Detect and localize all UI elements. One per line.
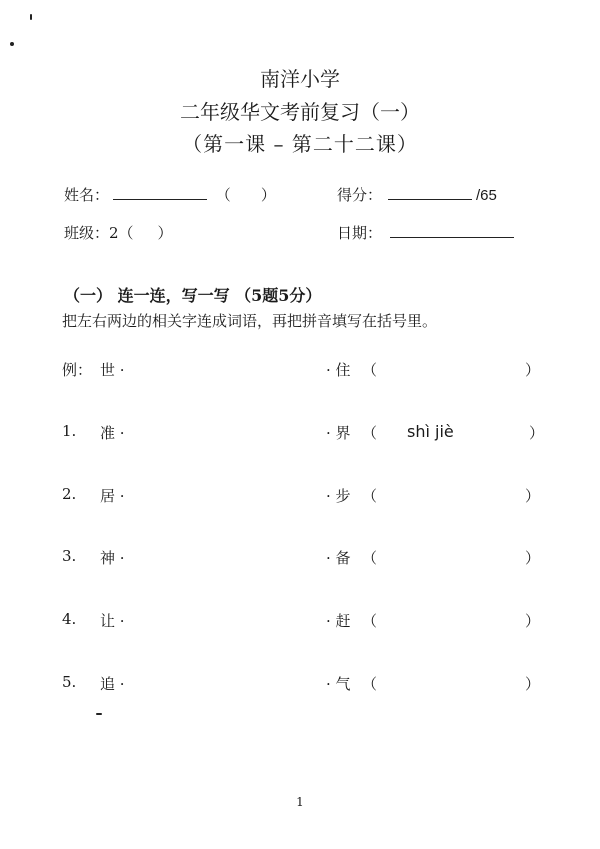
date-label: 日期：	[337, 224, 383, 242]
paren-open: （	[362, 612, 378, 630]
example-row	[62, 359, 542, 383]
right-character[interactable]: · 气	[326, 675, 351, 693]
row-number: 2.	[62, 485, 77, 503]
section-title: （一） 连一连，写一写 （5题5分）	[64, 286, 322, 305]
question-row	[62, 485, 542, 509]
paren-open: （	[362, 424, 378, 442]
right-character[interactable]: · 步	[326, 487, 351, 505]
left-character[interactable]: 让 ·	[100, 612, 125, 630]
section-instruction: 把左右两边的相关字连成词语，再把拼音填写在括号里。	[62, 312, 438, 330]
score-label: 得分：	[337, 186, 383, 204]
right-character[interactable]: · 赶	[326, 612, 351, 630]
left-character[interactable]: 追 ·	[100, 675, 125, 693]
name-label: 姓名：	[64, 186, 110, 204]
paren-close: ）	[525, 487, 541, 505]
paren-close: ）	[529, 424, 545, 442]
paren-close: ）	[525, 675, 541, 693]
question-row	[62, 610, 542, 634]
exam-title: 二年级华文考前复习（一）	[180, 100, 420, 124]
left-character[interactable]: 世 ·	[100, 361, 125, 379]
right-character[interactable]: · 界	[326, 424, 351, 442]
question-row	[62, 673, 542, 697]
class-field	[64, 222, 173, 243]
row-number: 5.	[62, 673, 77, 691]
paren-close: ）	[525, 361, 541, 379]
name-paren-open: （	[215, 186, 231, 204]
pinyin-answer[interactable]: shì jiè	[407, 422, 454, 441]
row-number: 3.	[62, 547, 77, 565]
name-field	[64, 184, 276, 205]
page-number: 1	[296, 795, 304, 809]
scan-speck	[30, 14, 32, 20]
question-row	[62, 547, 542, 571]
paren-open: （	[362, 361, 378, 379]
row-number: 1.	[62, 422, 77, 440]
scan-speck	[96, 713, 102, 715]
school-name: 南洋小学	[260, 67, 340, 91]
right-character[interactable]: · 备	[326, 549, 351, 567]
name-blank[interactable]	[113, 185, 207, 200]
score-field	[337, 184, 497, 205]
row-number: 4.	[62, 610, 77, 628]
scan-speck	[10, 42, 14, 46]
score-total: /65	[476, 187, 497, 204]
name-paren-close: ）	[260, 186, 276, 204]
right-character[interactable]: · 住	[326, 361, 351, 379]
class-label: 班级：2（	[64, 224, 134, 242]
lesson-range: （第一课 – 第二十二课）	[182, 132, 418, 156]
date-field	[337, 222, 514, 243]
paren-close: ）	[525, 549, 541, 567]
left-character[interactable]: 居 ·	[100, 487, 125, 505]
row-number: 例：	[62, 361, 93, 379]
left-character[interactable]: 神 ·	[100, 549, 125, 567]
paren-open: （	[362, 487, 378, 505]
question-row	[62, 422, 545, 446]
left-character[interactable]: 准 ·	[100, 424, 125, 442]
date-blank[interactable]	[390, 223, 514, 238]
paren-open: （	[362, 549, 378, 567]
class-paren-close: ）	[157, 224, 173, 242]
score-blank[interactable]	[388, 185, 472, 200]
paren-close: ）	[525, 612, 541, 630]
paren-open: （	[362, 675, 378, 693]
